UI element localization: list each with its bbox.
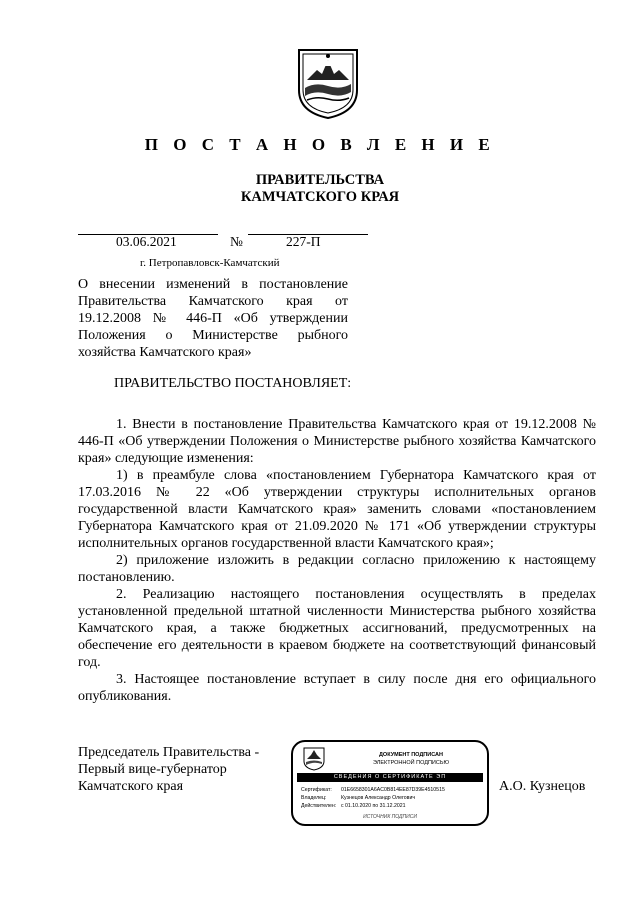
stamp-heading: ДОКУМЕНТ ПОДПИСАН: [379, 752, 443, 758]
issuing-body-line-2: КАМЧАТСКОГО КРАЯ: [240, 189, 400, 205]
paragraph: 1. Внести в постановление Правительства Камчатского края от 19.12.2008 № 446-П «Об утверждении Положения о Министерстве рыбного хозяйства Камчатского края» следующие изменения:: [78, 417, 596, 466]
stamp-validity-row: [301, 803, 406, 809]
paragraph: 1) в преамбуле слова «постановлением Губернатора Камчатского края от 17.03.2016 № 22 «Об утверждении структуры исполнительных органов государственной власти Камчатского края» заменить словами «постановлением Губернатора Камчатского края от 21.09.2020 № 171 «Об утверждении структуры исполнительных органов государственной власти Камчатского края»;: [78, 468, 596, 551]
owner-value: Кузнецов Александр Олегович: [341, 795, 416, 801]
stamp-subheading: ЭЛЕКТРОННОЙ ПОДПИСЬЮ: [372, 760, 450, 766]
decree-heading: ПРАВИТЕЛЬСТВО ПОСТАНОВЛЯЕТ:: [114, 376, 352, 391]
paragraph: 2) приложение изложить в редакции согласно приложению к настоящему постановлению.: [78, 553, 596, 585]
document-date: 03.06.2021: [116, 234, 177, 249]
stamp-emblem-icon: [303, 747, 325, 771]
issuing-body-line-1: ПРАВИТЕЛЬСТВА: [255, 172, 385, 188]
cert-label: Сертификат:: [301, 787, 332, 793]
stamp-certificate-bar: СВЕДЕНИЯ О СЕРТИФИКАТЕ ЭП: [297, 773, 483, 782]
document-type-title: П О С Т А Н О В Л Е Н И Е: [144, 135, 496, 154]
stamp-footer: ИСТОЧНИК ПОДПИСИ: [363, 814, 417, 820]
signatory-position: [78, 744, 259, 795]
stamp-owner-row: [301, 795, 415, 801]
owner-label: Владелец:: [301, 795, 327, 801]
position-line: Председатель Правительства -: [78, 745, 260, 760]
city-label: г. Петропавловск-Камчатский: [140, 257, 280, 269]
valid-value: с 01.10.2020 по 31.12.2021: [341, 803, 406, 809]
paragraph: 3. Настоящее постановление вступает в силу после дня его официального опубликования.: [78, 672, 596, 704]
stamp-certificate-row: [301, 787, 445, 793]
number-sign: №: [230, 234, 243, 249]
date-underline: [78, 234, 218, 235]
document-body: [78, 416, 596, 705]
date-number-line: [78, 234, 368, 254]
position-line: Первый вице-губернатор: [78, 762, 227, 777]
number-underline: [248, 234, 368, 235]
cert-value: 01E6658301A6AC0B814EE87D39E4510515: [341, 787, 445, 793]
paragraph: 2. Реализацию настоящего постановления осуществлять в пределах установленной предельной штатной численности Министерства рыбного хозяйства Камчатского края, а также бюджетных ассигнований, предусмотренных на обеспечение его деятельности в краевом бюджете на соответствующий финансовый год.: [78, 587, 596, 670]
coat-of-arms-icon: [295, 46, 361, 120]
valid-label: Действителен:: [301, 803, 337, 809]
document-subject: О внесении изменений в постановление Правительства Камчатского края от 19.12.2008 № 446-П «Об утверждении Положения о Министерстве рыбного хозяйства Камчатского края»: [78, 277, 348, 360]
signatory-name: А.О. Кузнецов: [499, 779, 586, 794]
electronic-signature-stamp: [291, 740, 489, 826]
document-number: 227-П: [286, 234, 321, 249]
position-line: Камчатского края: [78, 779, 184, 794]
